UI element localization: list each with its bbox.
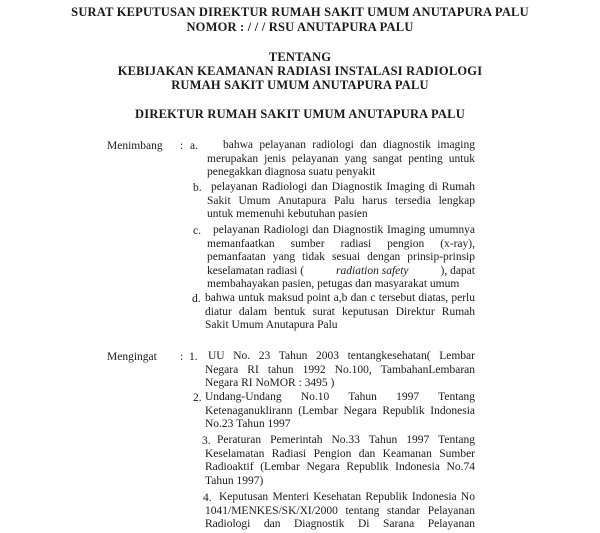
subject-line1: KEBIJAKAN KEAMANAN RADIASI INSTALASI RADIOLOGI bbox=[117, 64, 483, 78]
mengingat-3-line3: Radioaktif (Lembar Negara Republik Indonesia No.74 bbox=[205, 461, 475, 474]
mengingat-3-line4: Tahun 1997) bbox=[205, 474, 264, 487]
menimbang-item-d bbox=[205, 292, 475, 333]
menimbang-item-a bbox=[207, 139, 475, 180]
mengingat-marker-3: 3. bbox=[202, 435, 211, 447]
mengingat-item-4 bbox=[205, 491, 475, 532]
menimbang-d-line3: Sakit Umum Anutapura Palu bbox=[205, 319, 338, 332]
mengingat-1-line3: Negara RI NoMOR : 3495 ) bbox=[205, 377, 335, 390]
menimbang-c-line4-end: ), dapat bbox=[440, 264, 475, 277]
mengingat-3-line2: Keselamatan Radiasi Pengion dan Keamanan Sumber bbox=[205, 447, 475, 460]
tentang-heading: TENTANG bbox=[268, 50, 332, 64]
subject-line2: RUMAH SAKIT UMUM ANUTAPURA PALU bbox=[171, 78, 429, 92]
menimbang-c-line4-start: keselamatan radiasi ( bbox=[207, 264, 305, 277]
menimbang-d-line1: bahwa untuk maksud point a,b dan c tersebut diatas, perlu bbox=[205, 292, 475, 304]
mengingat-item-3 bbox=[205, 434, 475, 488]
menimbang-marker-a: a. bbox=[190, 140, 198, 152]
menimbang-label: Menimbang bbox=[107, 140, 163, 152]
mengingat-colon: : bbox=[180, 351, 184, 363]
menimbang-b-line3: untuk memenuhi kebutuhan pasien bbox=[207, 208, 368, 221]
menimbang-c-line3: pemanfaatan yang tidak sesuai dengan prinsip-prinsip bbox=[207, 251, 475, 264]
menimbang-c-line4 bbox=[207, 265, 475, 279]
mengingat-3-line1: Peraturan Pemerintah No.33 Tahun 1997 Tentang bbox=[217, 434, 475, 446]
menimbang-c-line5: membahayakan pasien, petugas dan masyarakat umum bbox=[207, 278, 460, 291]
menimbang-marker-d: d. bbox=[192, 293, 201, 305]
mengingat-1-line2: Negara RI tahun 1992 No.100, TambahanLembaran bbox=[205, 363, 475, 376]
radiation-safety-term: radiation safety bbox=[336, 264, 409, 277]
document-number-line: NOMOR : / / / RSU ANUTAPURA PALU bbox=[186, 20, 414, 34]
document-title-line1: SURAT KEPUTUSAN DIREKTUR RUMAH SAKIT UMUM ANUTAPURA PALU bbox=[71, 5, 529, 19]
mengingat-marker-2: 2. bbox=[193, 392, 202, 404]
mengingat-item-1 bbox=[205, 350, 475, 391]
menimbang-b-line2: Sakit Umum Anutapura Palu harus tersedia lengkap bbox=[207, 194, 475, 207]
menimbang-marker-c: c. bbox=[193, 225, 201, 237]
mengingat-label: Mengingat bbox=[107, 351, 157, 363]
menimbang-marker-b: b. bbox=[193, 182, 202, 194]
mengingat-4-line1: Keputusan Menteri Kesehatan Republik Indonesia No bbox=[219, 491, 475, 503]
menimbang-item-c bbox=[207, 224, 475, 292]
menimbang-a-line2: merupakan jenis pelayanan yang sangat penting untuk bbox=[207, 152, 475, 165]
mengingat-item-2 bbox=[205, 391, 475, 432]
menimbang-colon: : bbox=[180, 140, 184, 152]
mengingat-marker-4: 4. bbox=[203, 492, 212, 504]
director-heading: DIREKTUR RUMAH SAKIT UMUM ANUTAPURA PALU bbox=[135, 107, 465, 121]
menimbang-c-line1: pelayanan Radiologi dan Diagnostik Imaging umumnya bbox=[213, 224, 475, 236]
mengingat-2-line1: Undang-Undang No.10 Tahun 1997 Tentang bbox=[205, 391, 475, 403]
menimbang-a-line1: bahwa pelayanan radiologi dan diagnostik imaging bbox=[223, 139, 475, 151]
menimbang-a-line3: penegakkan diagnosa suatu penyakit bbox=[207, 166, 376, 179]
menimbang-b-line1: pelayanan Radiologi dan Diagnostik Imaging di Rumah bbox=[211, 181, 475, 193]
menimbang-item-b bbox=[207, 181, 475, 222]
mengingat-1-line1: UU No. 23 Tahun 2003 tentangkesehatan( Lembar bbox=[208, 350, 475, 362]
mengingat-marker-1: 1. bbox=[189, 351, 198, 363]
mengingat-4-line3: Radiologi dan Diagnostik Di Sarana Pelayanan bbox=[205, 518, 475, 531]
mengingat-4-line2: 1041/MENKES/SK/XI/2000 tentang standar Pelayanan bbox=[205, 504, 475, 517]
menimbang-d-line2: diatur dalam bentuk surat keputusan Direktur Rumah bbox=[205, 305, 475, 318]
mengingat-2-line3: No.23 Tahun 1997 bbox=[205, 418, 291, 431]
mengingat-2-line2: Ketenaganuklirann (Lembar Negara Republik Indonesia bbox=[205, 404, 475, 417]
menimbang-c-line2: memanfaatkan sumber radiasi pengion (x-ray), bbox=[207, 237, 475, 250]
